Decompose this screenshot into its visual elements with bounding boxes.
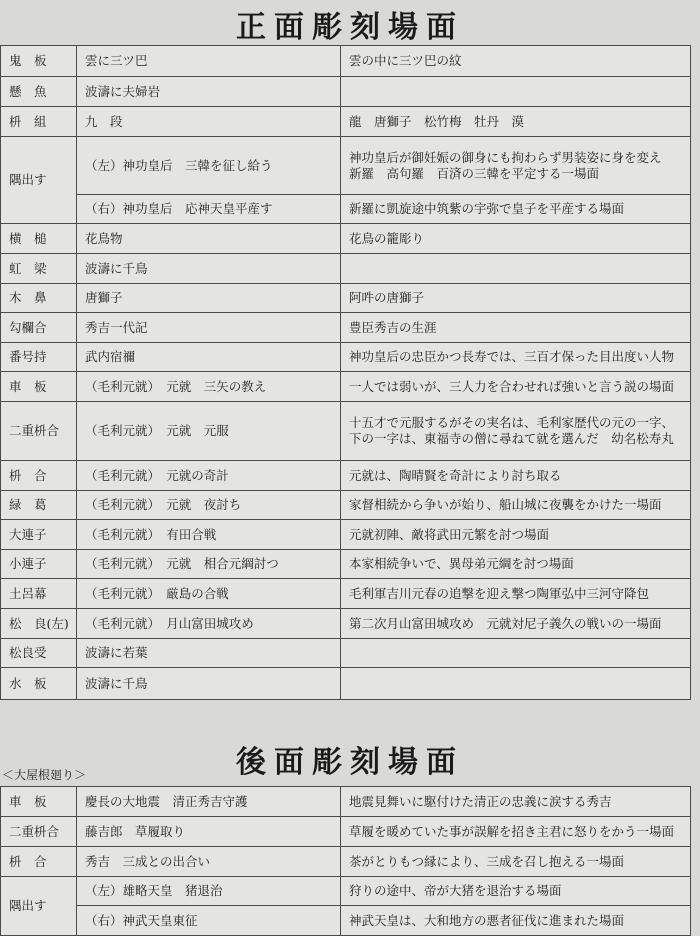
subject-cell: （毛利元就） 有田合戦	[77, 520, 341, 550]
front-carving-table	[0, 45, 691, 700]
subject-cell: 九 段	[77, 107, 341, 137]
subject-cell: （左）神功皇后 三韓を征し給う	[77, 137, 341, 195]
subject-cell: 波濤に夫婦岩	[77, 77, 341, 107]
part-cell: 勾欄合	[1, 313, 77, 343]
part-cell: 二重枡合	[1, 817, 77, 847]
description-cell: 茶がとりもつ縁により、三成を召し抱える一場面	[341, 847, 691, 877]
part-cell: 車 板	[1, 372, 77, 402]
description-cell	[341, 639, 691, 668]
subject-cell: 唐獅子	[77, 284, 341, 313]
description-line: 新羅 高句羅 百済の三韓を平定する一場面	[349, 165, 600, 181]
description-cell	[341, 77, 691, 107]
subject-cell: 波濤に千鳥	[77, 668, 341, 700]
table-row	[1, 609, 691, 639]
table-row	[1, 372, 691, 402]
part-cell: 土呂幕	[1, 579, 77, 609]
description-cell: 龍 唐獅子 松竹梅 牡丹 漠	[341, 107, 691, 137]
table-row	[1, 847, 691, 877]
part-cell: 枡 合	[1, 461, 77, 491]
description-cell: 第二次月山富田城攻め 元就対尼子義久の戦いの一場面	[341, 609, 691, 639]
subject-cell: （毛利元就） 元就の奇計	[77, 461, 341, 491]
subject-cell: 雲に三ツ巴	[77, 46, 341, 77]
table-row	[1, 224, 691, 254]
section-note: ＜大屋根廻り＞	[2, 768, 87, 782]
table-row	[1, 284, 691, 313]
table-row	[1, 313, 691, 343]
description-cell	[341, 137, 691, 195]
table-row	[1, 402, 691, 461]
table-row	[1, 137, 691, 195]
part-cell: 枡 合	[1, 847, 77, 877]
table-row	[1, 579, 691, 609]
subject-cell: （右）神功皇后 応神天皇平産す	[77, 195, 341, 224]
table-row	[1, 639, 691, 668]
part-cell: 二重枡合	[1, 402, 77, 461]
front-title: 正面彫刻場面	[236, 10, 464, 45]
table-row	[1, 77, 691, 107]
description-cell: 一人では弱いが、三人力を合わせれば強いと言う説の場面	[341, 372, 691, 402]
subject-cell: （右）神武天皇東征	[77, 906, 341, 936]
table-row	[1, 343, 691, 372]
description-cell: 神武天皇は、大和地方の悪者征伐に進まれた場面	[341, 906, 691, 936]
description-cell: 阿吽の唐獅子	[341, 284, 691, 313]
part-cell: 虹 梁	[1, 254, 77, 284]
subject-cell: 武内宿禰	[77, 343, 341, 372]
table-row	[1, 787, 691, 817]
part-cell: 緑 葛	[1, 491, 77, 520]
table-row	[1, 520, 691, 550]
part-cell: 松良受	[1, 639, 77, 668]
part-cell: 水 板	[1, 668, 77, 700]
description-cell: 家督相続から争いが始り、船山城に夜襲をかけた一場面	[341, 491, 691, 520]
part-cell: 横 槌	[1, 224, 77, 254]
table-row	[1, 877, 691, 906]
table-row	[1, 906, 691, 936]
subject-cell: 波濤に千鳥	[77, 254, 341, 284]
subject-cell: 波濤に若葉	[77, 639, 341, 668]
part-cell: 小連子	[1, 550, 77, 579]
description-cell: 狩りの途中、帝が大猪を退治する場面	[341, 877, 691, 906]
description-cell: 元就は、陶晴賢を奇計により討ち取る	[341, 461, 691, 491]
subject-cell: （毛利元就） 月山富田城攻め	[77, 609, 341, 639]
description-cell: 花鳥の籠彫り	[341, 224, 691, 254]
subject-cell: 秀吉一代記	[77, 313, 341, 343]
table-row	[1, 461, 691, 491]
part-cell: 番号持	[1, 343, 77, 372]
subject-cell: （毛利元就） 元就 元服	[77, 402, 341, 461]
subject-cell: 藤吉郎 草履取り	[77, 817, 341, 847]
table-row	[1, 491, 691, 520]
description-line: 十五才で元服するがその実名は、毛利家歴代の元の一字、	[349, 415, 675, 430]
description-cell: 雲の中に三ツ巴の紋	[341, 46, 691, 77]
description-line: 下の一字は、東福寺の僧に尋ねて就を選んだ 幼名松寿丸	[349, 431, 674, 446]
part-cell: 隅出す	[1, 137, 77, 224]
description-cell: 本家相続争いで、異母弟元綱を討つ場面	[341, 550, 691, 579]
part-cell: 懸 魚	[1, 77, 77, 107]
description-cell: 神功皇后の忠臣かつ長寿では、三百才保った目出度い人物	[341, 343, 691, 372]
table-row	[1, 254, 691, 284]
description-cell: 草履を暖めていた事が誤解を招き主君に怒りをかう一場面	[341, 817, 691, 847]
subject-cell: （毛利元就） 元就 夜討ち	[77, 491, 341, 520]
part-cell: 鬼 板	[1, 46, 77, 77]
description-cell	[341, 254, 691, 284]
subject-cell: 秀吉 三成との出合い	[77, 847, 341, 877]
back-carving-table	[0, 786, 691, 936]
table-row	[1, 817, 691, 847]
description-cell: 豊臣秀吉の生涯	[341, 313, 691, 343]
subject-cell: （毛利元就） 元就 三矢の教え	[77, 372, 341, 402]
description-line: 神功皇后が御妊娠の御身にも拘わらず男装姿に身を変え	[349, 149, 662, 165]
table-row	[1, 550, 691, 579]
part-cell: 隅出す	[1, 877, 77, 936]
part-cell: 松 良(左)	[1, 609, 77, 639]
subject-cell: 花鳥物	[77, 224, 341, 254]
description-cell: 新羅に凱旋途中筑紫の宇弥で皇子を平産する場面	[341, 195, 691, 224]
part-cell: 木 鼻	[1, 284, 77, 313]
description-cell: 地震見舞いに駆付けた清正の忠義に涙する秀吉	[341, 787, 691, 817]
description-cell: 毛利軍吉川元春の追撃を迎え撃つ陶軍弘中三河守降包	[341, 579, 691, 609]
subject-cell: 慶長の大地震 清正秀吉守護	[77, 787, 341, 817]
subject-cell: （左）雄略天皇 猪退治	[77, 877, 341, 906]
subject-cell: （毛利元就） 厳島の合戦	[77, 579, 341, 609]
description-cell	[341, 668, 691, 700]
part-cell: 枡 組	[1, 107, 77, 137]
table-row	[1, 46, 691, 77]
table-row	[1, 668, 691, 700]
back-title: 後面彫刻場面	[236, 745, 464, 780]
table-row	[1, 195, 691, 224]
description-cell	[341, 402, 691, 461]
part-cell: 大連子	[1, 520, 77, 550]
part-cell: 車 板	[1, 787, 77, 817]
description-cell: 元就初陣、敵将武田元繁を討つ場面	[341, 520, 691, 550]
subject-cell: （毛利元就） 元就 相合元綱討つ	[77, 550, 341, 579]
table-row	[1, 107, 691, 137]
